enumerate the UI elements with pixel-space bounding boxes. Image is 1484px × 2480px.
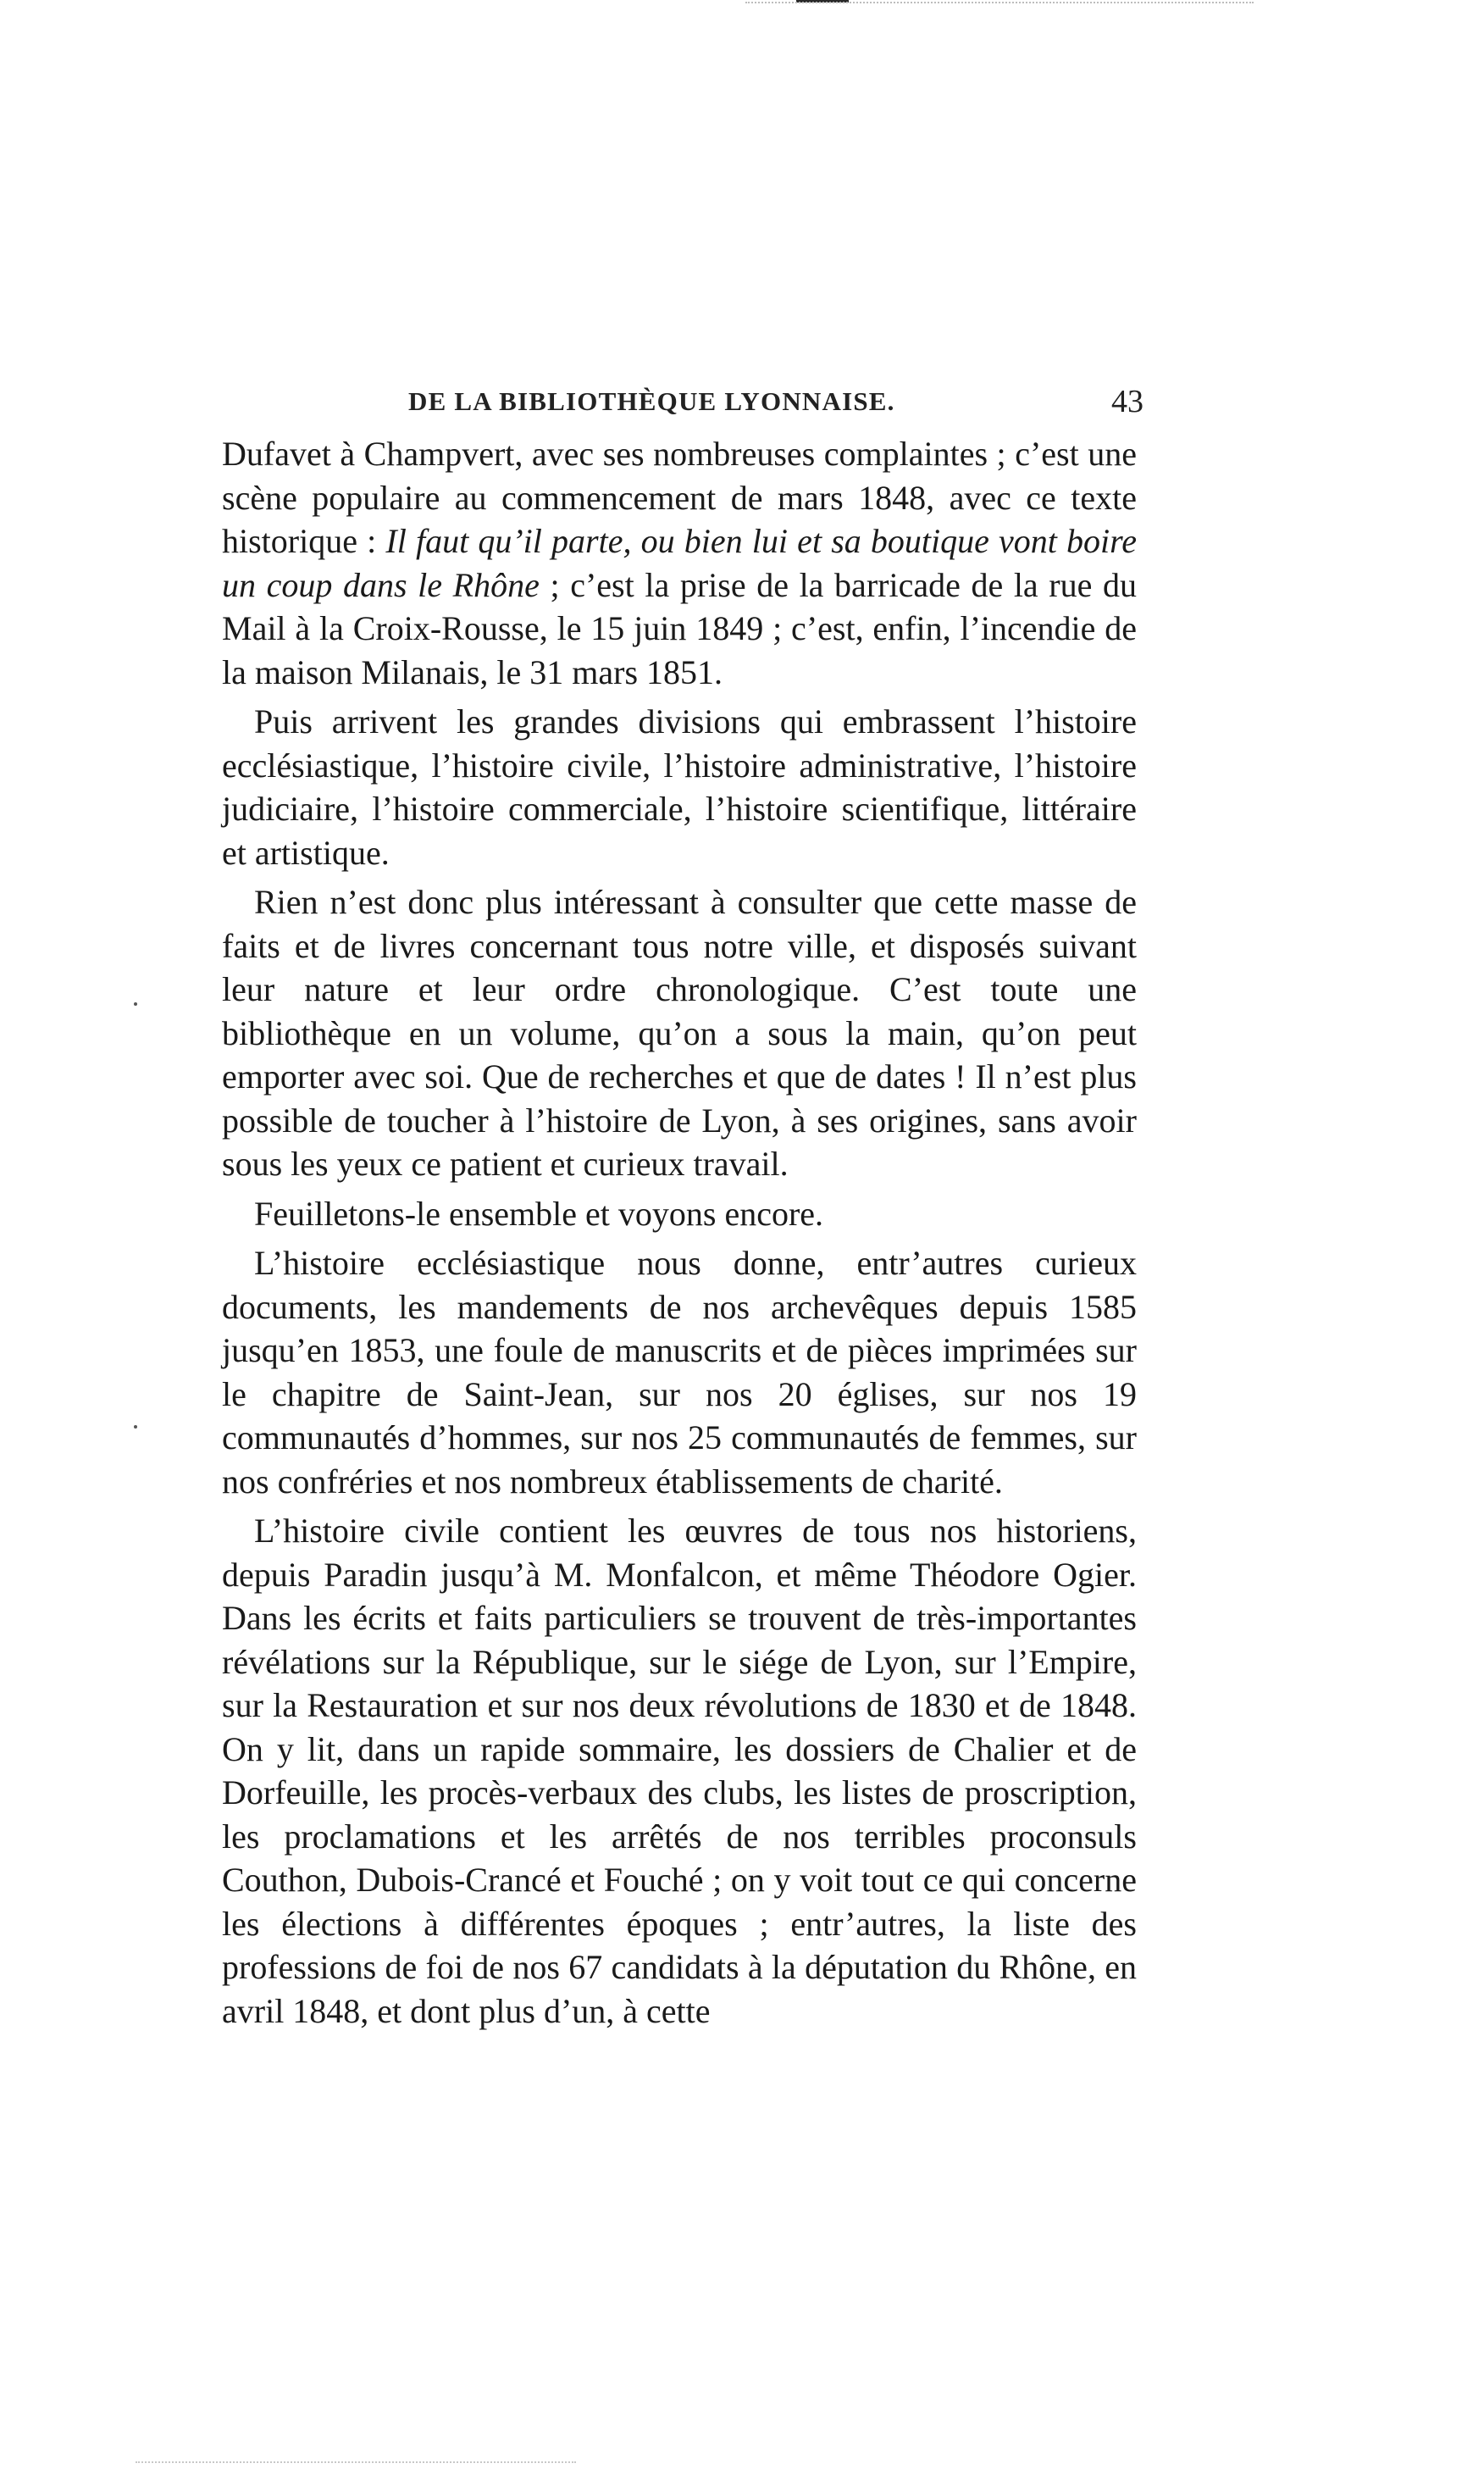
paragraph-4: Feuilletons-le ensemble et voyons encore. — [254, 1194, 824, 1233]
scan-speck — [134, 1002, 137, 1006]
scan-artifact-dots — [745, 2, 1254, 7]
scan-speck — [134, 1425, 137, 1429]
paragraph-5: L’histoire ecclésiastique nous donne, entr’autres curieux documents, les mandements de nos archevêques depuis 1585 jusqu’en 1853, une foule de manuscrits et de pièces imprimées sur le chapitre de Saint-Jean, sur nos 20 églises, sur nos 19 communautés d’hommes, sur nos 25 communautés de femmes, sur nos confréries et nos nombreux établissements de charité. — [222, 1244, 1137, 1501]
paragraph-6: L’histoire civile contient les œuvres de tous nos historiens, depuis Paradin jusqu’à M. Monfalcon, et même Théodore Ogier. Dans les écrits et faits particuliers se trouvent de très-importantes révélations sur la République, sur le siége de Lyon, sur l’Empire, sur la Restauration et sur nos deux révolutions de 1830 et de 1848. On y lit, dans un rapide sommaire, les dossiers de Chalier et de Dorfeuille, les procès-verbaux des clubs, les listes de proscription, les proclamations et les arrêtés de nos terribles proconsuls Couthon, Dubois-Crancé et Fouché ; on y voit tout ce qui concerne les élections à différentes époques ; entr’autres, la liste des professions de foi de nos 67 candidats à la députation du Rhône, en avril 1848, et dont plus d’un, à cette — [222, 1512, 1137, 2030]
scan-artifact-dots-bottom — [136, 2461, 576, 2466]
body-text — [222, 432, 1137, 2039]
running-title: DE LA BIBLIOTHÈQUE LYONNAISE. — [408, 386, 895, 416]
paragraph-1-text-a: Dufavet à Champvert, avec ses nombreuses complaintes ; c’est une scène populaire au commencement de mars 1848, avec ce texte historique : — [222, 435, 1137, 560]
paragraph-1-quotation: Il faut qu’il parte, ou bien lui et sa boutique vont boire un coup dans le Rhône — [222, 522, 1138, 604]
paragraph-1-text-b: ; c’est la prise de la barricade de la rue du Mail à la Croix-Rousse, le 15 juin 1849 ; c’est, enfin, l’incendie de la maison Milanais, le 31 mars 1851. — [222, 565, 1138, 691]
page-number: 43 — [1111, 384, 1143, 419]
paragraph-1 — [222, 432, 1137, 694]
paragraph-3: Rien n’est donc plus intéressant à consulter que cette masse de faits et de livres concernant tous notre ville, et disposés suivant leur nature et leur ordre chronologique. C’est toute une bibliothèque en un volume, qu’on a sous la main, qu’on peut emporter avec soi. Que de recherches et que de dates ! Il n’est plus possible de toucher à l’histoire de Lyon, à ses origines, sans avoir sous les yeux ce patient et curieux travail. — [222, 883, 1137, 1183]
page-header — [222, 383, 1143, 424]
paragraph-2: Puis arrivent les grandes divisions qui embrassent l’histoire ecclésiastique, l’histoire civile, l’histoire administrative, l’histoire judiciaire, l’histoire commerciale, l’histoire scientifique, littéraire et artistique. — [222, 702, 1137, 872]
